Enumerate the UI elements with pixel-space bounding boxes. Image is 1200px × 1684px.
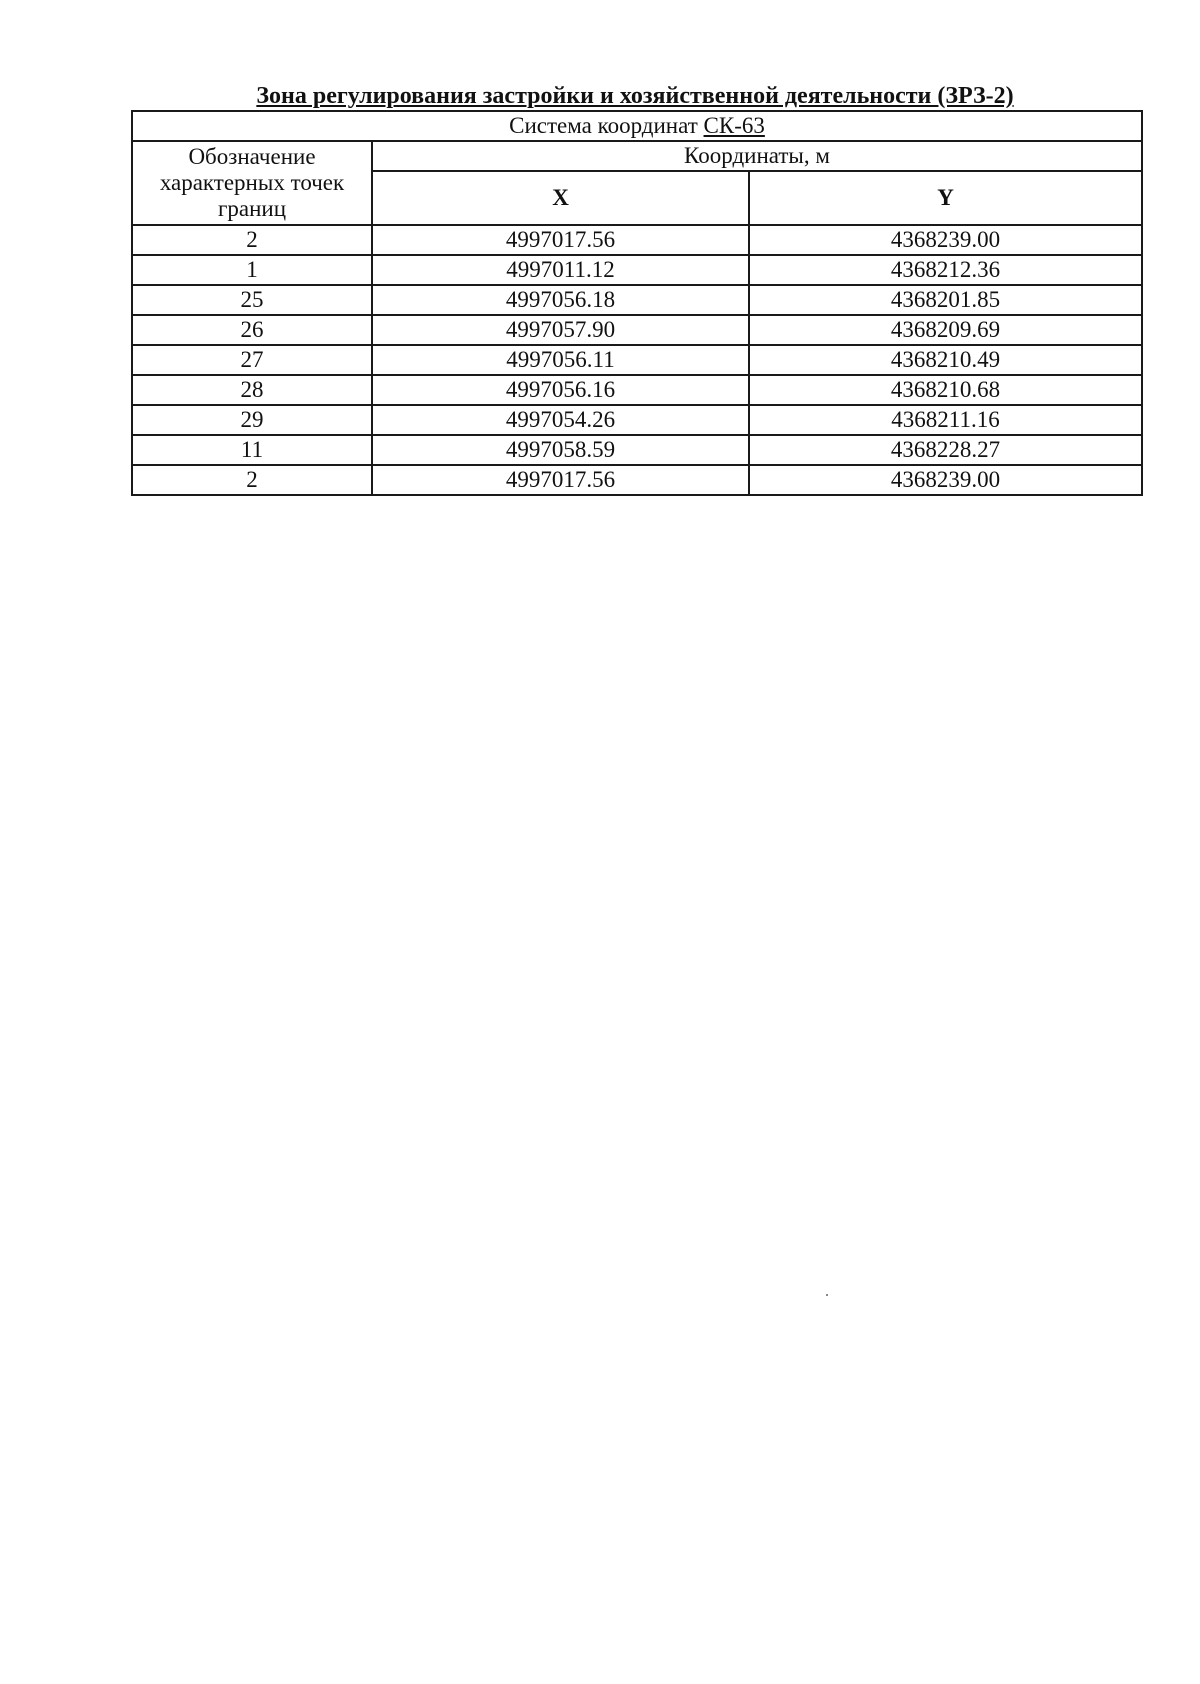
table-row	[132, 435, 1142, 465]
point-designation-header: Обозначение характерных точек границ	[132, 141, 372, 225]
y-cell: 4368228.27	[749, 435, 1142, 465]
y-cell: 4368201.85	[749, 285, 1142, 315]
point-cell: 2	[132, 465, 372, 495]
table-row	[132, 255, 1142, 285]
table-row	[132, 375, 1142, 405]
coordinates-header: Координаты, м	[372, 141, 1142, 171]
y-cell: 4368210.68	[749, 375, 1142, 405]
x-cell: 4997056.11	[372, 345, 749, 375]
x-cell: 4997011.12	[372, 255, 749, 285]
coordinate-system-row	[132, 111, 1142, 141]
y-column-header: Y	[749, 171, 1142, 225]
point-cell: 26	[132, 315, 372, 345]
table-row	[132, 465, 1142, 495]
x-cell: 4997017.56	[372, 225, 749, 255]
y-cell: 4368239.00	[749, 465, 1142, 495]
x-cell: 4997058.59	[372, 435, 749, 465]
coordinates-table	[131, 110, 1143, 496]
x-column-header: X	[372, 171, 749, 225]
page-title: Зона регулирования застройки и хозяйственной деятельности (ЗРЗ-2)	[256, 83, 1014, 109]
x-cell: 4997056.16	[372, 375, 749, 405]
point-cell: 28	[132, 375, 372, 405]
y-cell: 4368209.69	[749, 315, 1142, 345]
scan-speck	[826, 1294, 828, 1296]
table-row	[132, 315, 1142, 345]
point-cell: 29	[132, 405, 372, 435]
header-row	[132, 141, 1142, 171]
x-cell: 4997017.56	[372, 465, 749, 495]
coordinate-system-cell	[132, 111, 1142, 141]
table-row	[132, 405, 1142, 435]
coordinate-system-label: Система координат	[509, 113, 698, 138]
point-cell: 25	[132, 285, 372, 315]
point-cell: 1	[132, 255, 372, 285]
table-row	[132, 285, 1142, 315]
point-cell: 27	[132, 345, 372, 375]
x-cell: 4997056.18	[372, 285, 749, 315]
table-row	[132, 225, 1142, 255]
point-cell: 2	[132, 225, 372, 255]
x-cell: 4997054.26	[372, 405, 749, 435]
y-cell: 4368210.49	[749, 345, 1142, 375]
x-cell: 4997057.90	[372, 315, 749, 345]
point-cell: 11	[132, 435, 372, 465]
y-cell: 4368211.16	[749, 405, 1142, 435]
table-row	[132, 345, 1142, 375]
y-cell: 4368239.00	[749, 225, 1142, 255]
y-cell: 4368212.36	[749, 255, 1142, 285]
coordinate-system-name: СК-63	[703, 113, 765, 138]
